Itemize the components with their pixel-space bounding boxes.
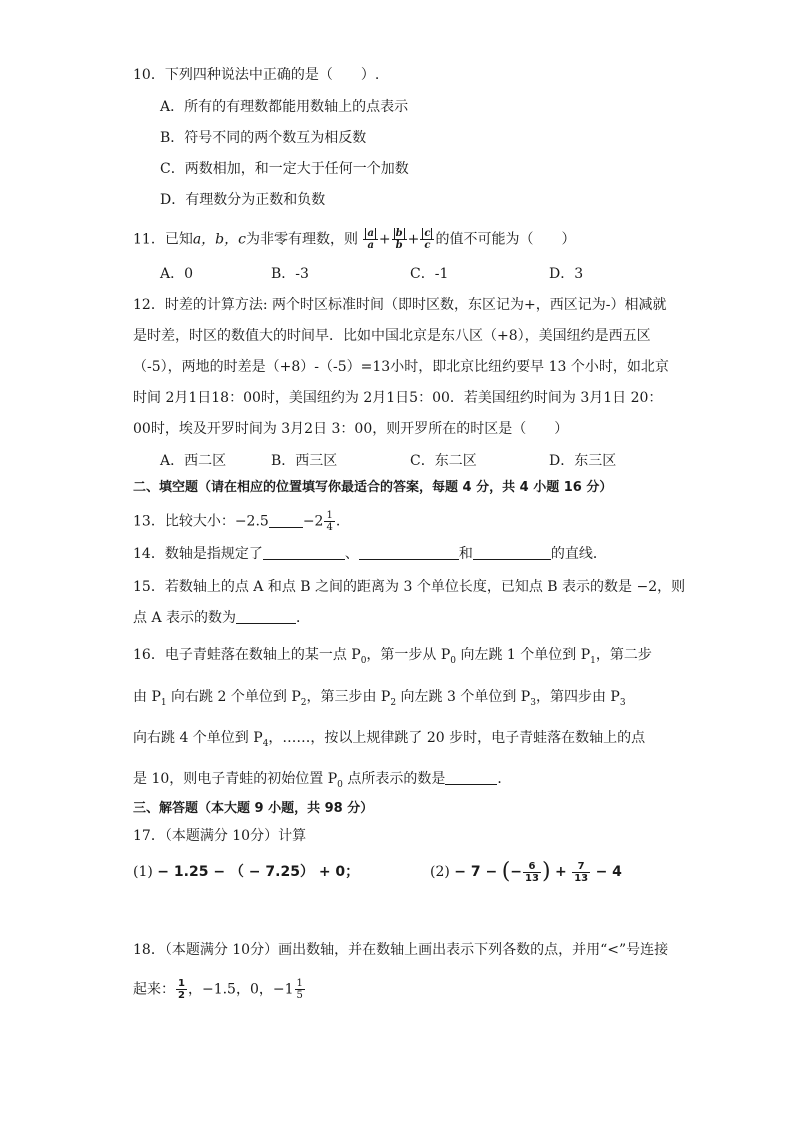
q11-frac-c: $\frac{c}{c}$ [420,228,434,251]
q11-plus-2: + [407,231,420,248]
q12-line-3: （-5），两地的时差是（+8）-（-5）=13小时，即北京比纽约要早 13 个小时，如北京 [133,359,669,375]
q14-pre: 14．数轴是指规定了 [133,546,263,562]
q15-line-2 [133,609,310,627]
q14-blank-1 [263,545,345,560]
q16-line-3: 向右跳 4 个单位到 $P_4$，……，按以上规律跳了 20 步时，电子青蛙落在数轴上的点 [133,730,646,749]
q11-stem-post: 的值不可能为（ ） [435,231,576,248]
q18-line-2-mid: ，−1.5，0，−1 [187,981,294,998]
q13-frac: $\frac{1}{4}$ [326,510,333,533]
q17-part-1-expr: − 1.25 − （ − 7.25） + 0； [157,864,360,880]
q12-option-d: D．东三区 [549,453,617,469]
q14-sep-1: 、 [344,546,359,562]
q18-line-2-pre: 起来： [133,981,175,998]
q16-line-2: 由 $P_1$ 向右跳 2 个单位到 $P_2$，第三步由 $P_2$ 向左跳 3 个单位到 $P_3$，第四步由 $P_3$ [133,689,626,708]
q16-blank [445,770,497,785]
q17-part-2-lparen: ( [501,859,511,884]
q12-line-1: 12．时差的计算方法: 两个时区标准时间（即时区数，东区记为+，西区记为-）相减就 [133,297,667,313]
q13-post: . [335,513,341,530]
q12-option-c: C．东二区 [410,453,477,469]
q10-option-b: B．符号不同的两个数互为相反数 [160,130,367,146]
q17-part-2-frac-2: $\frac{7}{13}$ [574,860,589,884]
q10-option-c: C．两数相加，和一定大于任何一个加数 [160,161,409,177]
q18-frac-1: $\frac{1}{2}$ [178,978,185,1001]
q17-part-1-label: (1) [133,864,153,880]
q11-stem-pre: 11．已知 [133,231,193,248]
q13-pre: 13．比较大小：−2.5 [133,513,269,530]
section-2-heading: 二、填空题（请在相应的位置填写你最适合的答案，每题 4 分，共 4 小题 16 分） [133,480,613,495]
q17-part-2-rparen: ) [541,859,551,884]
q15-line-2-post: ． [296,610,311,626]
q11-option-d: D．3 [549,266,584,282]
q17-part-2 [430,855,622,889]
q12-line-2: 是时差，时区的数值大的时间早．比如中国北京是东八区（+8），美国纽约是西五区 [133,328,651,344]
q10-option-d: D．有理数分为正数和负数 [160,192,326,208]
q11-option-a: A．0 [160,266,194,282]
q13 [133,510,340,533]
q15-line-1: 15．若数轴上的点 A 和点 B 之间的距离为 3 个单位长度，已知点 B 表示的数是 −2，则 [133,579,686,595]
q11-plus-1: + [378,231,391,248]
q17-part-2-label: (2) [430,864,450,880]
q12-option-b: B．西三区 [271,453,338,469]
q12-line-5: 00时，埃及开罗时间为 3月2日 3：00，则开罗所在的时区是（ ） [133,421,569,437]
q11-option-c: C．-1 [410,266,449,282]
q18-line-2 [133,978,306,1001]
q11-frac-b: $\frac{b}{b}$ [392,228,407,251]
q13-mid: −2 [302,513,324,530]
q11-stem-mid: 为非零有理数，则 [245,231,358,248]
q14 [133,545,607,563]
q15-line-2-pre: 点 A 表示的数为 [133,610,237,626]
q14-post: 的直线． [550,546,607,562]
q17-part-2-plus: + [555,864,567,880]
q14-sep-2: 和 [458,546,473,562]
q18-line-1: 18．（本题满分 10分）画出数轴，并在数轴上画出表示下列各数的点，并用“<”号连接 [133,942,669,958]
q17-part-2-frac-1: $\frac{6}{13}$ [525,860,539,884]
q12-line-4: 时间 2月1日18：00时，美国纽约为 2月1日5：00．若美国纽约时间为 3月1日 20： [133,390,663,406]
q17-part-1 [133,863,359,881]
q17-stem: 17．（本题满分 10分）计算 [133,828,307,844]
q16-line-4: 是 10，则电子青蛙的初始位置 $P_0$ 点所表示的数是 ． [133,771,512,790]
q14-blank-2 [359,545,459,560]
q18-frac-2: $\frac{1}{5}$ [296,978,303,1001]
q17-part-2-post: − 4 [595,864,622,880]
q14-blank-3 [473,545,551,560]
q13-blank [269,513,303,528]
q15-blank [236,609,296,624]
q11-frac-a: $\frac{a}{a}$ [363,228,377,251]
section-3-heading: 三、解答题（本大题 9 小题，共 98 分） [133,801,374,816]
q17-part-2-pre: − 7 − [454,864,498,880]
q11-stem [133,228,575,251]
q16-line-1: 16．电子青蛙落在数轴上的某一点 $P_0$，第一步从 $P_0$ 向左跳 1 个单位到 $P_1$，第二步 [133,647,652,666]
q10-stem: 10．下列四种说法中正确的是（ ）. [133,67,380,83]
q10-option-a: A．所有的有理数都能用数轴上的点表示 [160,99,409,115]
q11-option-b: B．-3 [271,266,309,282]
q11-vars: a，b，c [192,231,246,248]
q17-part-2-minus: − [510,864,523,880]
q12-option-a: A．西二区 [160,453,227,469]
